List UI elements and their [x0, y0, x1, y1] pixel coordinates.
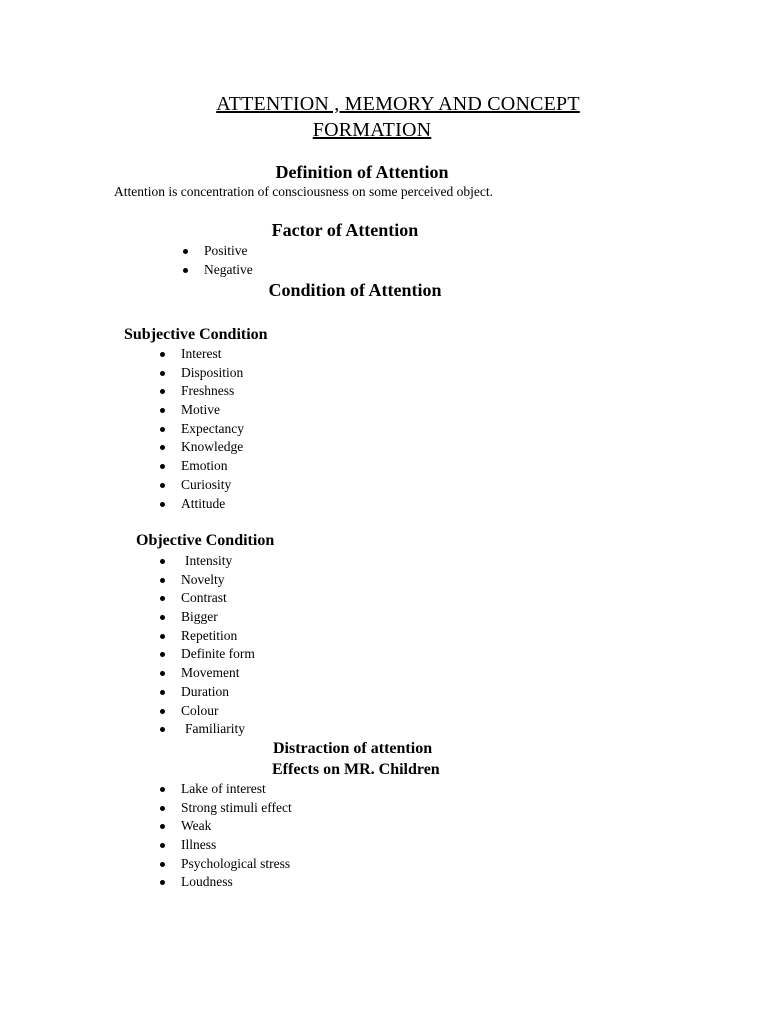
bullet-icon	[160, 652, 165, 657]
bullet-icon	[160, 634, 165, 639]
bullet-icon	[160, 578, 165, 583]
distraction-heading: Distraction of attention	[273, 740, 433, 757]
condition-heading: Condition of Attention	[268, 280, 442, 300]
bullet-icon	[183, 249, 188, 254]
bullet-icon	[160, 596, 165, 601]
bullet-icon	[160, 862, 165, 867]
bullet-icon	[160, 502, 165, 507]
bullet-icon	[160, 389, 165, 394]
bullet-icon	[160, 824, 165, 829]
bullet-icon	[160, 445, 165, 450]
bullet-icon	[160, 483, 165, 488]
bullet-icon	[160, 843, 165, 848]
bullet-icon	[160, 408, 165, 413]
bullet-icon	[160, 464, 165, 469]
bullet-icon	[160, 427, 165, 432]
bullet-icon	[160, 352, 165, 357]
bullet-icon	[160, 690, 165, 695]
bullet-icon	[160, 880, 165, 885]
bullet-icon	[160, 787, 165, 792]
bullet-icon	[160, 806, 165, 811]
effects-heading: Effects on MR. Children	[272, 761, 440, 778]
bullet-icon	[160, 671, 165, 676]
document-title-line-1: ATTENTION , MEMORY AND CONCEPT	[216, 93, 580, 115]
bullet-icon	[160, 559, 165, 564]
definition-heading: Definition of Attention	[275, 162, 449, 182]
bullet-icon	[160, 727, 165, 732]
bullet-icon	[160, 709, 165, 714]
document-title-line-2: FORMATION	[312, 119, 432, 141]
definition-text: Attention is concentration of consciousness on some perceived object.	[114, 184, 494, 199]
bullet-icon	[183, 268, 188, 273]
bullet-icon	[160, 371, 165, 376]
subjective-heading: Subjective Condition	[124, 326, 268, 343]
factor-heading: Factor of Attention	[271, 220, 419, 240]
bullet-icon	[160, 615, 165, 620]
objective-heading: Objective Condition	[136, 532, 275, 549]
